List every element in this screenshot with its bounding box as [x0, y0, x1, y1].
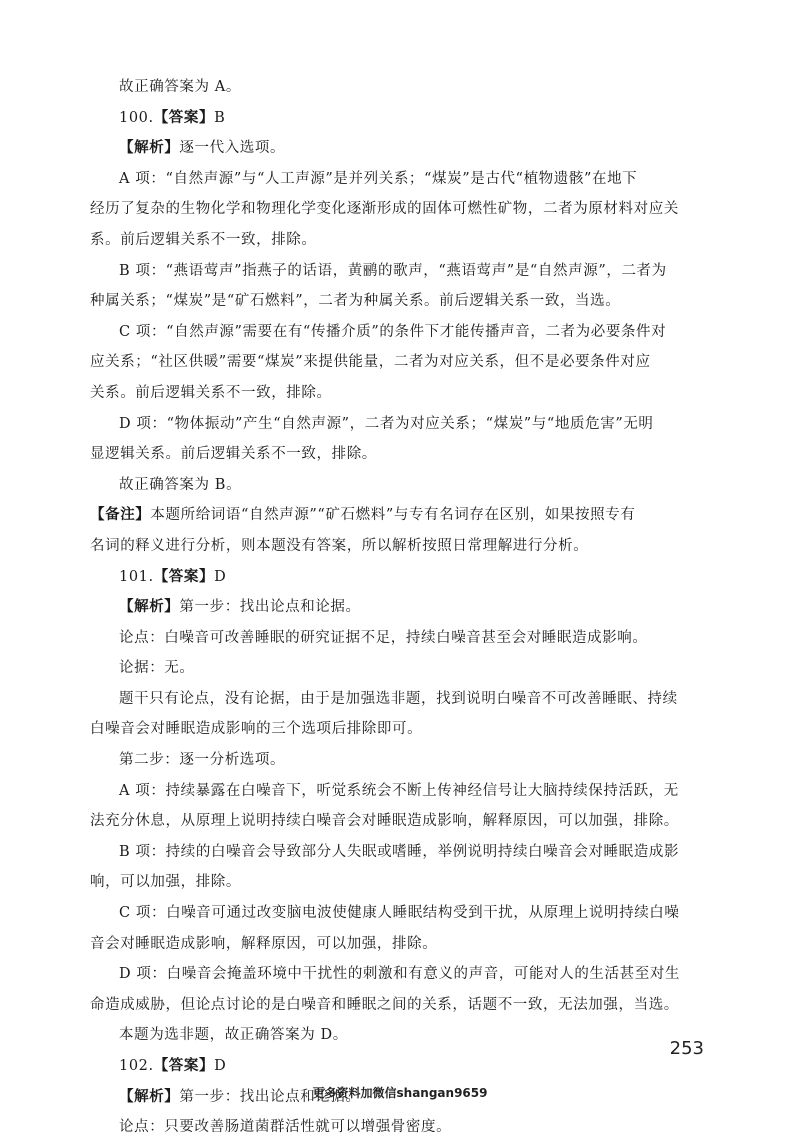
text-run: B 项：“燕语莺声”指燕子的话语，黄鹂的歌声，“燕语莺声”是“自然声源”，二者为: [119, 262, 667, 279]
text-run: D: [214, 1058, 227, 1074]
text-run: B 项：持续的白噪音会导致部分人失眠或嗜睡，举例说明持续白噪音会对睡眠造成影: [119, 843, 680, 860]
text-run: 命造成威胁，但论点讨论的是白噪音和睡眠之间的关系，话题不一致，无法加强，当选。: [90, 996, 679, 1013]
text-line: [90, 562, 712, 593]
text-run: D 项：白噪音会掩盖环境中干扰性的刺激和有意义的声音，可能对人的生活甚至对生: [119, 966, 681, 983]
text-run: 关系。前后逻辑关系不一致，排除。: [90, 384, 332, 401]
text-run: B: [214, 109, 226, 126]
text-run: D 项：“物体振动”产生“自然声源”，二者为对应关系；“煤炭”与“地质危害”无明: [119, 415, 654, 432]
text-line: [90, 225, 712, 256]
text-run: 题干只有论点，没有论据，由于是加强选非题，找到说明白噪音不可改善睡眠、持续: [119, 690, 678, 707]
text-run: 种属关系；“煤炭”是“矿石燃料”，二者为种属关系。前后逻辑关系一致，当选。: [90, 293, 621, 310]
text-run: 音会对睡眠造成影响，解释原因，可以加强，排除。: [90, 935, 438, 952]
text-line: [90, 256, 712, 287]
text-run: A 项：“自然声源”与“人工声源”是并列关系；“煤炭”是古代“植物遗骸”在地下: [119, 170, 638, 187]
text-line: [90, 439, 712, 470]
text-run: 应关系；“社区供暖”需要“煤炭”来提供能量，二者为对应关系，但不是必要条件对应: [90, 354, 651, 371]
text-run: 100.: [119, 109, 154, 126]
text-run: 102.: [119, 1058, 154, 1074]
text-line: [90, 72, 712, 103]
text-line: [90, 929, 712, 960]
page-body: [90, 72, 712, 1143]
text-run: 第二步：逐一分析选项。: [119, 752, 286, 769]
text-line: [90, 806, 712, 837]
text-line: [90, 990, 712, 1021]
text-line: [90, 1051, 712, 1082]
text-line: [90, 164, 712, 195]
text-line: [90, 592, 712, 623]
bold-label: 【解析】: [119, 139, 180, 157]
bold-label: 【备注】: [90, 506, 151, 524]
text-line: [90, 500, 712, 531]
text-run: 白噪音会对睡眠造成影响的三个选项后排除即可。: [90, 721, 423, 738]
text-run: C 项：白噪音可通过改变脑电波使健康人睡眠结构受到干扰，从原理上说明持续白噪: [119, 905, 680, 922]
text-line: [90, 959, 712, 990]
text-run: A 项：持续暴露在白噪音下，听觉系统会不断上传神经信号让大脑持续保持活跃，无: [119, 782, 679, 799]
bold-label: 【答案】: [153, 567, 215, 585]
text-line: [90, 623, 712, 654]
text-line: [90, 103, 712, 134]
text-run: 论据：无。: [119, 660, 195, 677]
text-run: 故正确答案为 B。: [119, 476, 242, 493]
text-run: 第一步：找出论点和论据。: [179, 1088, 361, 1105]
text-run: D: [214, 568, 227, 585]
text-line: [90, 1112, 712, 1143]
text-run: 响，可以加强，排除。: [90, 874, 241, 891]
text-line: [90, 409, 712, 440]
text-line: [90, 378, 712, 409]
text-line: [90, 714, 712, 745]
text-line: [90, 317, 712, 348]
text-line: [90, 776, 712, 807]
bold-label: 【解析】: [119, 598, 180, 616]
text-line: [90, 286, 712, 317]
text-line: [90, 470, 712, 501]
text-line: [90, 837, 712, 868]
text-line: [90, 684, 712, 715]
bold-label: 【答案】: [153, 1057, 215, 1074]
text-line: [90, 898, 712, 929]
text-line: [90, 347, 712, 378]
text-run: 故正确答案为 A。: [119, 79, 241, 95]
text-line: [90, 653, 712, 684]
page-number: 253: [669, 1038, 704, 1059]
text-run: 论点：只要改善肠道菌群活性就可以增强骨密度。: [119, 1119, 452, 1136]
text-run: 名词的释义进行分析，则本题没有答案，所以解析按照日常理解进行分析。: [90, 537, 589, 554]
text-run: 论点：白噪音可改善睡眠的研究证据不足，持续白噪音甚至会对睡眠造成影响。: [119, 629, 648, 646]
text-line: [90, 133, 712, 164]
text-run: 经历了复杂的生物化学和物理化学变化逐渐形成的固体可燃性矿物，二者为原材料对应关: [90, 201, 679, 218]
text-line: [90, 745, 712, 776]
text-run: 本题为选非题，故正确答案为 D。: [119, 1027, 348, 1044]
footer-note: 更多资料加微信shangan9659: [312, 1086, 488, 1100]
text-run: 第一步：找出论点和论据。: [179, 599, 361, 616]
text-line: [90, 1020, 712, 1051]
text-run: 系。前后逻辑关系不一致，排除。: [90, 231, 317, 248]
text-line: [90, 194, 712, 225]
text-run: 法充分休息，从原理上说明持续白噪音会对睡眠造成影响，解释原因，可以加强，排除。: [90, 813, 679, 830]
bold-label: 【解析】: [119, 1087, 180, 1105]
text-run: 101.: [119, 568, 154, 585]
text-run: 本题所给词语“自然声源”“矿石燃料”与专有名词存在区别，如果按照专有: [150, 507, 636, 524]
text-line: [90, 531, 712, 562]
text-run: C 项：“自然声源”需要在有“传播介质”的条件下才能传播声音，二者为必要条件对: [119, 323, 667, 340]
text-run: 逐一代入选项。: [179, 140, 286, 157]
text-line: [90, 867, 712, 898]
bold-label: 【答案】: [153, 108, 215, 126]
text-run: 显逻辑关系。前后逻辑关系不一致，排除。: [90, 446, 377, 463]
